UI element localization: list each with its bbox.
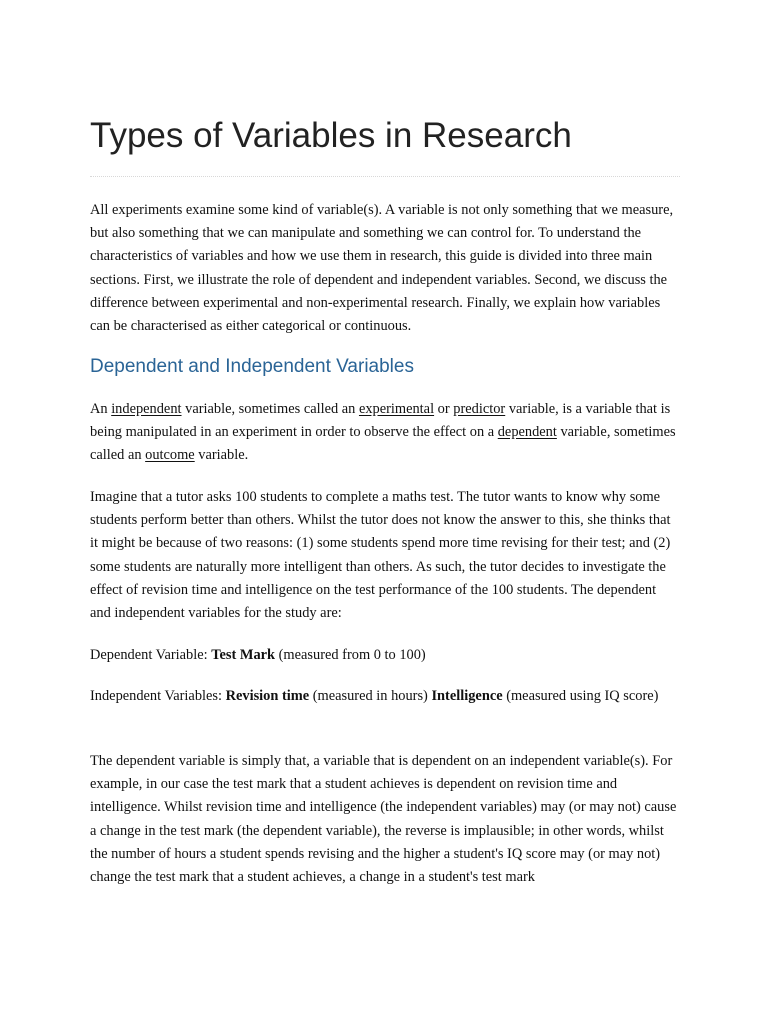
definition-text: or — [434, 401, 454, 417]
title-divider — [90, 176, 680, 177]
outcome-link[interactable]: outcome — [145, 447, 195, 464]
dependent-name: Test Mark — [211, 647, 276, 663]
independent-detail-revision: (measured in hours) — [309, 688, 432, 704]
experimental-link[interactable]: experimental — [358, 401, 435, 417]
independent-name-intelligence: Intelligence — [431, 688, 503, 704]
intro-paragraph: All experiments examine some kind of variable(s). A variable is not only something that we measure, but also something that we can manipulate and something we can control for. To understand the characteristics of variables and how we use them in research, this guide is divided into three main sections. First, we illustrate the role of dependent and independent variables. Second, we discuss the difference between experimental and non-experimental research. Finally, we explain how variables can be characterised as either categorical or continuous. — [90, 202, 674, 335]
definition-text: variable, is a variable that is being manipulated in an experiment in order to observe the effect on a — [90, 401, 671, 441]
independent-detail-intelligence: (measured using IQ score) — [502, 688, 659, 704]
section-heading: Dependent and Independent Variables — [90, 356, 414, 377]
independent-link[interactable]: independent — [111, 401, 182, 417]
dependent-variable-line — [90, 644, 680, 667]
dependent-detail: (measured from 0 to 100) — [275, 647, 426, 663]
dependent-label: Dependent Variable: — [90, 647, 212, 663]
definition-text: An — [90, 401, 112, 417]
independent-label: Independent Variables: — [90, 688, 226, 704]
predictor-link[interactable]: predictor — [453, 401, 506, 417]
independent-variables-line — [90, 685, 680, 708]
page-title: Types of Variables in Research — [90, 116, 572, 155]
independent-name-revision: Revision time — [225, 688, 310, 704]
definition-text: variable, sometimes called an — [181, 401, 359, 417]
definition-text: variable. — [194, 447, 249, 464]
example-paragraph: Imagine that a tutor asks 100 students to complete a maths test. The tutor wants to know why some students perform better than others. Whilst the tutor does not know the answer to this, she thinks that it might be because of two reasons: (1) some students spend more time revising for their test; and (2) some students are naturally more intelligent than others. As such, the tutor decides to investigate the effect of revision time and intelligence on the test performance of the 100 students. The dependent and independent variables for the study are: — [90, 489, 671, 622]
dependent-link[interactable]: dependent — [497, 424, 557, 441]
definition-paragraph — [90, 398, 680, 468]
definition-text: variable, sometimes called an — [90, 424, 676, 464]
explanation-paragraph: The dependent variable is simply that, a variable that is dependent on an independent variable(s). For example, in our case the test mark that a student achieves is dependent on revision time and intelligence. Whilst revision time and intelligence (the independent variables) may (or may not) cause a change in the test mark (the dependent variable), the reverse is implausible; in other words, whilst the number of hours a student spends revising and the higher a student's IQ score may (or may not) change the test mark that a student achieves, a change in a student's test mark — [90, 753, 677, 886]
